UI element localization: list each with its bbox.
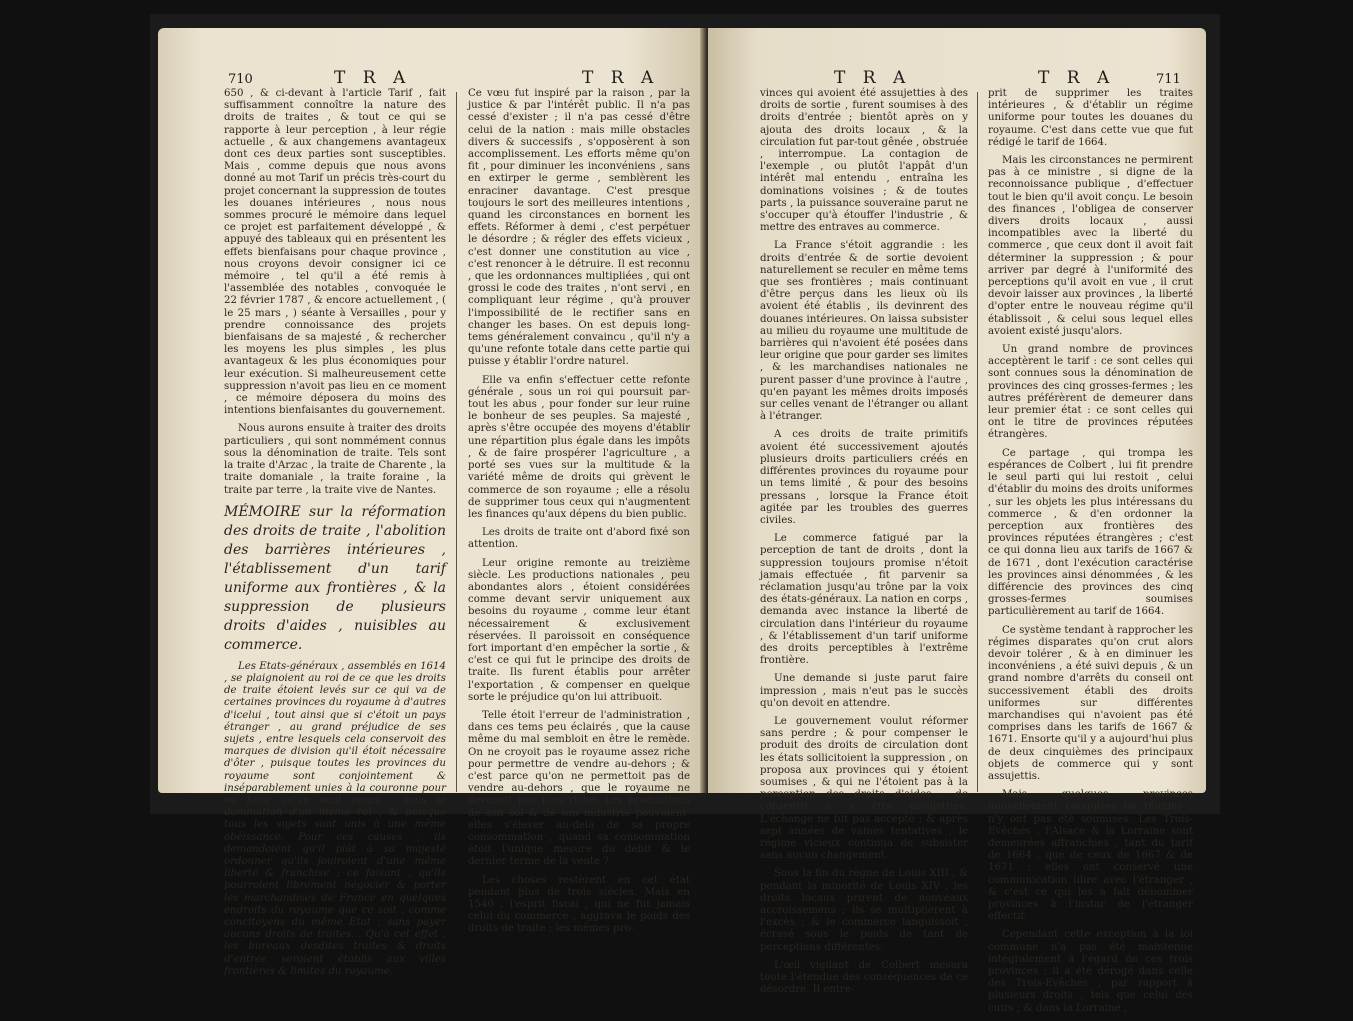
paragraph: Leur origine remonte au treizième siècle. Les productions nationales , peu abondantes alors , étoient considérées comme devant servir uniquement aux besoins du royaume , comme leur étant nécessairement & exclusivement réservées. Il paroissoit en conséquence fort important d'en empêcher la sortie , & c'est ce qui fut le principe des droits de traite. Ils furent établis pour arrêter l'exportation , & compenser en quelque sorte le préjudice qu'on lui attribuoit.	[468, 557, 690, 703]
right-page	[708, 28, 1206, 1014]
paragraph: L'œil vigilant de Colbert mesura toute l'étendue des conséquences de ce désordre. Il entre-	[760, 959, 968, 996]
paragraph: Cependant cette exception à la loi commune n'a pas été maintenue intégralement à l'égard de ces trois provinces ; il a été dérogé dans celle des Trois-Evêchés , par rapport à plusieurs droits , tels que celui des cuirs ; & dans la Lorraine ,	[988, 929, 1193, 1014]
paragraph: Sous la fin du règne de Louis XIII , & pendant la minorité de Louis XIV , les droits locaux prirent de nouveaux accroissemens ; ils se multiplièrent à l'excès , & le commerce languissoit , écrasé sous le poids de tant de perceptions différentes.	[760, 868, 968, 953]
left-page	[158, 28, 706, 977]
paragraph: 650 , & ci-devant à l'article Tarif , fait suffisamment connoître la nature des droits de traites , & tout ce qui se rapporte à leur perception , à leur régie actuelle , & aux changemens avantageux dont ces deux parties sont susceptibles. Mais , comme depuis que nous avons donné au mot Tarif un précis très-court du projet concernant la suppression de toutes les douanes intérieures , nous nous sommes procuré le mémoire dans lequel ce projet est parfaitement développé , & appuyé des tableaux qui en présentent les effets bienfaisans pour chaque province , nous croyons devoir consigner ici ce mémoire , tel qu'il a été remis à l'assemblée des notables , convoquée le 22 février 1787 , & encore actuellement , ( le 25 mars , ) séante à Versailles , pour y prendre connoissance des projets bienfaisans de sa majesté , & rechercher les moyens les plus simples , les plus avantageux & les plus économiques pour leur exécution. Si malheureusement cette suppression n'avoit pas lieu en ce moment , ce mémoire déposera du moins des intentions bienfaisantes du gouvernement.	[224, 88, 446, 417]
running-head-left: T R A	[334, 68, 412, 88]
paragraph: Les choses restèrent en cet état pendant plus de trois siècles. Mais en 1540 , l'esprit fiscal , qui ne fut jamais celui du commerce , aggrava le poids des droits de traite ; les mêmes pro-	[468, 874, 690, 935]
paragraph: vinces qui avoient été assujetties à des droits de sortie , furent soumises à des droits d'entrée ; bientôt après on y ajouta des droits locaux , & la circulation fut par-tout gênée , obstruée , interrompue. La contagion de l'exemple , ou plutôt l'appât d'un intérêt mal entendu , entraîna les dominations voisines ; & de toutes parts , la puissance souveraine parut ne s'occuper qu'à étouffer l'industrie , & mettre des entraves au commerce.	[760, 88, 968, 234]
column-divider	[456, 92, 457, 792]
paragraph: Ce système tendant à rapprocher les régimes disparates qu'on crut alors devoir tolérer , & à en diminuer les inconvéniens , a été suivi depuis , & un grand nombre d'arrêts du conseil ont successivement établi des droits uniformes sur différentes marchandises qui n'avoient pas été comprises dans les tarifs de 1667 & 1671. Ensorte qu'il y a aujourd'hui plus de deux cinquièmes des principaux objets de commerce qui y sont assujettis.	[988, 624, 1193, 782]
paragraph: Mais les circonstances ne permirent pas à ce ministre , si digne de la reconnoissance publique , d'effectuer tout le bien qu'il avoit conçu. Le besoin des finances , l'obligea de conserver divers droits locaux , aussi incompatibles avec la liberté du commerce , que ceux dont il avoit fait déterminer la suppression ; & pour arriver par degré à l'uniformité des perceptions qu'il avoit en vue , il crut devoir laisser aux provinces , la liberté d'opter entre le nouveau régime qu'il établissoit , & celui sous lequel elles avoient existé jusqu'alors.	[988, 155, 1193, 337]
paragraph: La France s'étoit aggrandie : les droits d'entrée & de sortie devoient naturellement se reculer en même tems que ses frontières ; mais continuant d'être perçus dans les lieux où ils avoient été établis , ils devinrent des douanes intérieures. On laissa subsister au milieu du royaume une multitude de barrières qui n'avoient été posées dans leur origine que pour garder ses limites , & les marchandises nationales ne purent passer d'une province à l'autre , qu'en payant les mêmes droits imposés sur celles venant de l'étranger ou allant à l'étranger.	[760, 240, 968, 423]
memoire-heading: MÉMOIRE sur la réformation des droits de traite , l'abolition des barrières intérieures , l'établissement d'un tarif uniforme aux frontières , & la suppression de plusieurs droits d'aides , nuisibles au commerce.	[224, 503, 446, 653]
paragraph: Le gouvernement voulut réformer sans perdre ; & pour compenser le produit des droits de circulation dont les états sollicitoient la suppression , on proposa aux provinces qui y étoient soumises , & qui ne l'étoient pas à la perception des droits d'aides , de consentir à y être assujetties. L'échange ne fut pas accepté ; & après sept années de vaines tentatives , le régime vicieux continua de subsister sans aucun changement.	[760, 715, 968, 862]
paragraph: Telle étoit l'erreur de l'administration , dans ces tems peu éclairés , que la cause même du mal sembloit en être le remède. On ne croyoit pas le royaume assez riche pour permettre de vendre au-dehors ; & c'est parce qu'on ne permettoit pas de vendre au-dehors , que le royaume ne devenoit pas plus riche. Les productions de son sol & de son industrie pouvoient-elles s'élever au-delà de sa propre consommation , quand sa consommation étoit l'unique mesure du débit & le dernier terme de la vente ?	[468, 709, 690, 868]
paragraph: Une demande si juste parut faire impression , mais n'eut pas le succès qu'on devoit en attendre.	[760, 673, 968, 709]
right-page-column-1	[760, 88, 968, 1002]
paragraph: Les Etats-généraux , assemblés en 1614 , se plaignoient au roi de ce que les droits de traite étoient levés sur ce qui va de certaines provinces du royaume à d'autres d'icelui , tout ainsi que si c'étoit un pays étranger , au grand préjudice de ses sujets , entre lesquels cela conservoit des marques de division qu'il étoit nécessaire d'ôter , puisque toutes les provinces du royaume sont conjointement & inséparablement unies à la couronne pour ne faire qu'un seul corps , sous la domination d'un même roi , & puisque tous les sujets sont unis à une même obéissance. Pour ces causes , ils demandoient qu'il plût à sa majesté ordonner qu'ils jouiroient d'une même liberté & franchise ; ce faisant , qu'ils pourroient librement négocier & porter les marchandises de France en quelques endroits du royaume que ce soit , comme concitoyens du même Etat , sans payer aucuns droits de traites… Qu'à cet effet , les bureaux desdites traites & droits d'entrée seroient établis aux villes frontières & limites du royaume.	[224, 660, 446, 977]
running-head-right: T R A	[1038, 68, 1116, 88]
paragraph: prit de supprimer les traites intérieures , & d'établir un régime uniforme pour toutes les douanes du royaume. C'est dans cette vue que fut rédigé le tarif de 1664.	[988, 88, 1193, 148]
left-page-column-2	[468, 88, 690, 942]
paragraph: Le commerce fatigué par la perception de tant de droits , dont la suppression toujours promise n'étoit jamais effectuée , fit parvenir sa réclamation jusqu'au trône par la voix des états-généraux. La nation en corps , demanda avec instance la liberté de circulation dans l'intérieur du royaume , & l'établissement d'un tarif uniforme des droits perceptibles à l'extrême frontière.	[760, 533, 968, 667]
paragraph: Un grand nombre de provinces acceptèrent le tarif : ce sont celles qui sont connues sous la dénomination de provinces des cinq grosses-fermes ; les autres préférèrent de demeurer dans leur premier état : ce sont celles qui ont le titre de provinces réputées étrangères.	[988, 344, 1193, 441]
paragraph: A ces droits de traite primitifs avoient été successivement ajoutés plusieurs droits particuliers créés en différentes provinces du royaume pour un tems limité , & pour des besoins pressans , lorsque la France étoit agitée par les troubles des guerres civiles.	[760, 429, 968, 526]
paragraph: Elle va enfin s'effectuer cette refonte générale , sous un roi qui poursuit par-tout les abus , pour fonder sur leur ruine le bonheur de ses peuples. Sa majesté , après s'être occupée des moyens d'établir une répartition plus égale dans les impôts , & de faire prospérer l'agriculture , a porté ses vues sur la multitude & la variété même de droits qui grèvent le commerce de son royaume ; elle a résolu de supprimer tous ceux qui n'augmentent les finances qu'aux dépens du bien public.	[468, 374, 690, 520]
page-number-right: 711	[1156, 72, 1181, 87]
right-page-column-2	[988, 88, 1193, 1021]
running-head-left-col2: T R A	[582, 68, 660, 88]
left-page-column-1	[224, 88, 446, 984]
paragraph: Ce partage , qui trompa les espérances de Colbert , lui fit prendre le seul parti qui lui restoit , celui d'établir du moins des droits uniformes , sur les objets les plus intéressans du commerce , & d'en ordonner la perception aux frontières des provinces réputées étrangères ; c'est ce qui donna lieu aux tarifs de 1667 & de 1671 , dont l'exécution caractérise les provinces ainsi dénommées , & les différencie des provinces des cinq grosses-fermes soumises particulièrement au tarif de 1664.	[988, 447, 1193, 618]
column-divider	[977, 92, 978, 792]
page-number-left: 710	[228, 72, 253, 87]
paragraph: Nous aurons ensuite à traiter des droits particuliers , qui sont nommément connus sous la dénomination de traite. Tels sont la traite d'Arzac , la traite de Charente , la traite domaniale , la traite foraine , la traite par terre , la traite vive de Nantes.	[224, 423, 446, 496]
paragraph: Les droits de traite ont d'abord fixé son attention.	[468, 527, 690, 551]
running-head-right-col1: T R A	[834, 68, 912, 88]
paragraph: Ce vœu fut inspiré par la raison , par la justice & par l'intérêt public. Il n'a pas cessé d'exister ; il n'a pas cessé d'être celui de la nation : mais mille obstacles divers & successifs , s'opposèrent à son accomplissement. Les efforts même qu'on fit , pour diminuer les inconvéniens , sans en extirper le germe , semblèrent les enraciner davantage. C'est presque toujours le sort des meilleures intentions , quand les circonstances en bornent les effets. Réformer à demi , c'est perpétuer le désordre ; & régler des effets vicieux , c'est donner une constitution au vice , c'est renoncer à le détruire. Il est reconnu , que les ordonnances multipliées , qui ont grossi le code des traites , n'ont servi , en compliquant leur régime , qu'à prouver l'impossibilité de le rectifier sans en changer les bases. On est depuis long-tems généralement convaincu , qu'il n'y a qu'une refonte totale dans cette partie qui puisse y établir l'ordre naturel.	[468, 88, 690, 368]
paragraph: Mais quelques provinces nouvellement conquises ou réunies , n'y ont pas été soumises. Les Trois-Evêchés , l'Alsace & la Lorraine sont demeurées affranchies , tant du tarif de 1664 , que de ceux de 1667 & de 1671 ; elles ont conservé une communication libre avec l'étranger , & c'est ce qui les a fait dénommer provinces à l'instar de l'étranger effectif.	[988, 789, 1193, 923]
